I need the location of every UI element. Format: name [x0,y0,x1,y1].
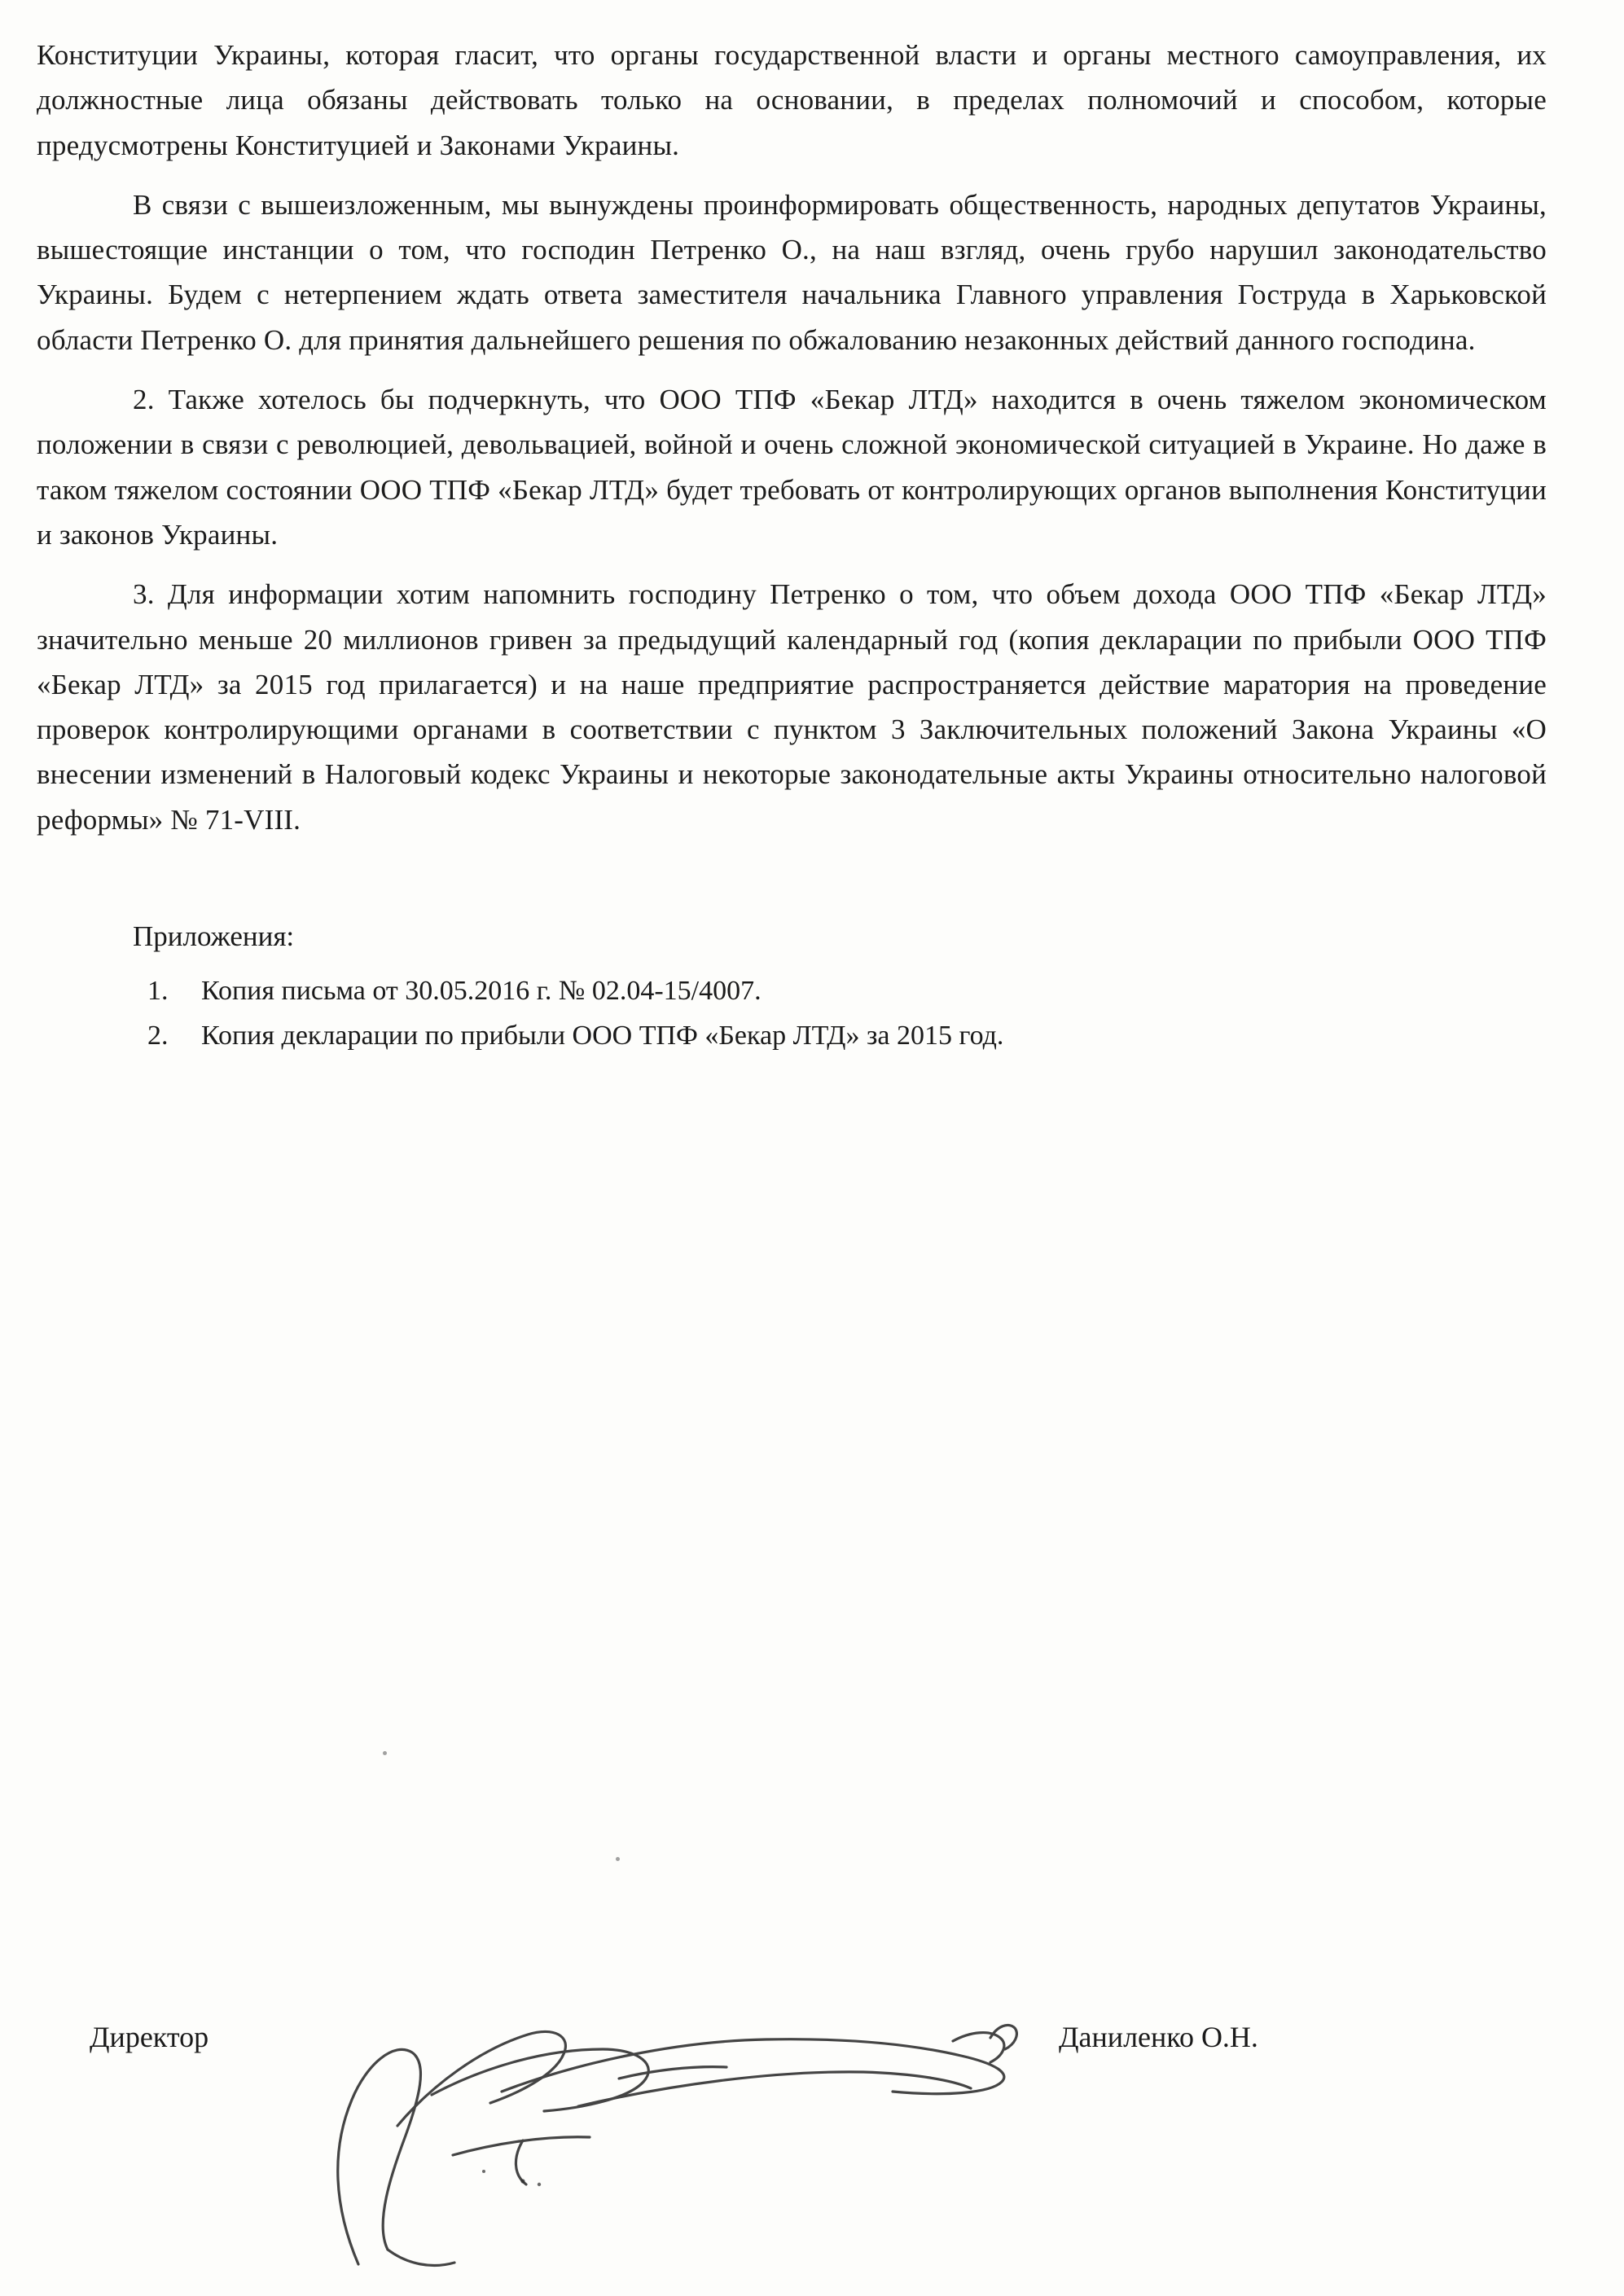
handwritten-signature [309,1881,1059,2289]
paragraph-3: 3. Для информации хотим напомнить господину Петренко о том, что объем дохода ООО ТПФ «Бекар ЛТД» значительно меньше 20 миллионов гривен за предыдущий календарный год (копия декларации по прибыли ООО ТПФ «Бекар ЛТД» за 2015 год прилагается) и на наше предприятие распространяется действие маратория на проведение проверок контролирующими органами в соответствии с пунктом 3 Заключительных положений Закона Украины «О внесении изменений в Налоговый кодекс Украины и некоторые законодательные акты Украины относительно налоговой реформы» № 71-VIII. [37,578,1547,836]
attachments-section [37,915,1547,1058]
list-item [133,968,1547,1013]
attachments-list [133,968,1547,1058]
paragraph-continued: Конституции Украины, которая гласит, что органы государственной власти и органы местного самоуправления, их должностные лица обязаны действовать только на основании, в пределах полномочий и способом, которые предусмотрены Конституцией и Законами Украины. [37,39,1547,161]
signature-block [0,1971,1624,2296]
list-item-number: 2. [147,1020,169,1051]
scan-artifact-dot [383,1751,387,1755]
document-body [0,0,1624,1058]
list-item-text: Копия письма от 30.05.2016 г. № 02.04-15/4007. [201,975,762,1006]
paragraph-spacer [37,366,1547,377]
paragraph-spacer [37,560,1547,572]
list-item-text: Копия декларации по прибыли ООО ТПФ «Бекар ЛТД» за 2015 год. [201,1020,1004,1051]
signature-name-label: Даниленко О.Н. [1059,2021,1258,2053]
paragraph-spacer [37,171,1547,182]
list-item [133,1013,1547,1058]
scan-artifact-dot [616,1857,620,1861]
attachments-title: Приложения: [133,920,295,953]
paragraph-2: 2. Также хотелось бы подчеркнуть, что ООО ТПФ «Бекар ЛТД» находится в очень тяжелом экономическом положении в связи с революцией, девольвацией, войной и очень сложной экономической ситуацией в Украине. Но даже в таком тяжелом состоянии ООО ТПФ «Бекар ЛТД» будет требовать от контролирующих органов выполнения Конституции и законов Украины. [37,384,1547,551]
paragraph-1: В связи с вышеизложенным, мы вынуждены проинформировать общественность, народных депутатов Украины, вышестоящие инстанции о том, что господин Петренко О., на наш взгляд, очень грубо нарушил законодательство Украины. Будем с нетерпением ждать ответа заместителя начальника Главного управления Гоструда в Харьковской области Петренко О. для принятия дальнейшего решения по обжалованию незаконных действий данного господина. [37,188,1547,356]
signature-role-label: Директор [90,2021,209,2053]
list-item-number: 1. [147,975,169,1006]
